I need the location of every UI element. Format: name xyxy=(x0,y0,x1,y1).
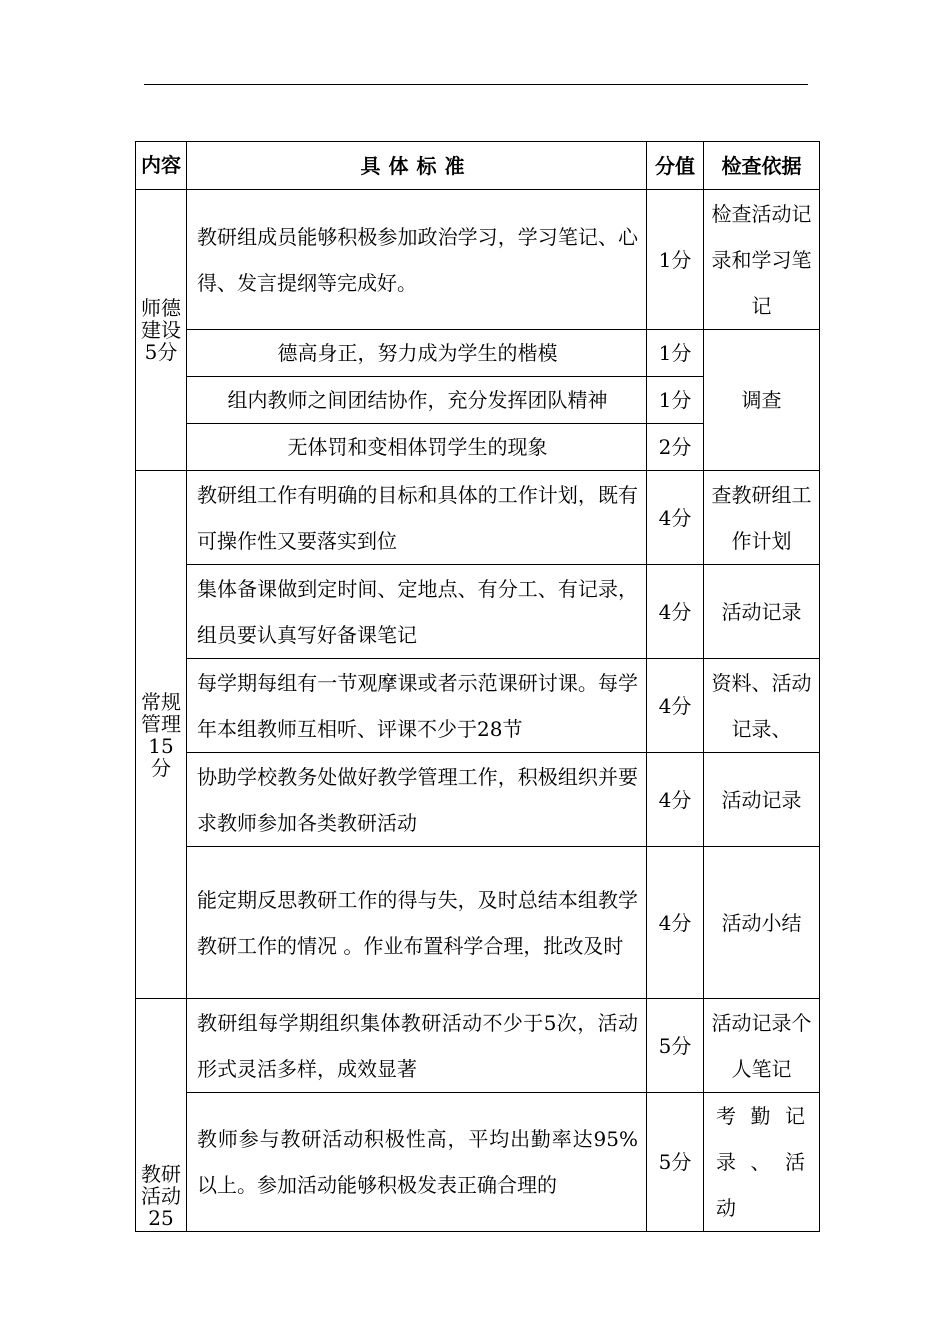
standard-cell: 教研组每学期组织集体教研活动不少于5次，活动形式灵活多样，成效显著 xyxy=(187,999,647,1093)
basis-cell: 活动记录个人笔记 xyxy=(704,999,820,1093)
score-cell: 4分 xyxy=(647,753,704,847)
table-row xyxy=(136,190,820,330)
header-category: 内容 xyxy=(136,142,187,190)
table-row xyxy=(136,471,820,565)
table-row xyxy=(136,1093,820,1232)
score-cell: 1分 xyxy=(647,330,704,377)
basis-cell: 调查 xyxy=(704,330,820,471)
table-row xyxy=(136,847,820,999)
standard-cell: 能定期反思教研工作的得与失，及时总结本组教学教研工作的情况 。作业布置科学合理，批改及时 xyxy=(187,847,647,999)
basis-cell: 资料、活动记录、 xyxy=(704,659,820,753)
basis-cell: 考勤记录、活动 xyxy=(704,1093,820,1232)
header-score: 分值 xyxy=(647,142,704,190)
basis-cell: 查教研组工作计划 xyxy=(704,471,820,565)
header-standard: 具体标准 xyxy=(187,142,647,190)
category-research: 教研活动25 xyxy=(136,999,187,1232)
table-row xyxy=(136,565,820,659)
table-row xyxy=(136,999,820,1093)
standard-cell: 教师参与教研活动积极性高，平均出勤率达95%以上。参加活动能够积极发表正确合理的 xyxy=(187,1093,647,1232)
standard-cell: 集体备课做到定时间、定地点、有分工、有记录，组员要认真写好备课笔记 xyxy=(187,565,647,659)
basis-cell: 活动小结 xyxy=(704,847,820,999)
header-basis: 检查依据 xyxy=(704,142,820,190)
standard-cell: 每学期每组有一节观摩课或者示范课研讨课。每学年本组教师互相听、评课不少于28节 xyxy=(187,659,647,753)
score-cell: 4分 xyxy=(647,471,704,565)
table-row xyxy=(136,330,820,377)
basis-cell: 活动记录 xyxy=(704,565,820,659)
category-ethics: 师德建设5分 xyxy=(136,190,187,471)
basis-cell: 检查活动记录和学习笔记 xyxy=(704,190,820,330)
standard-cell: 组内教师之间团结协作，充分发挥团队精神 xyxy=(187,377,647,424)
score-cell: 5分 xyxy=(647,1093,704,1232)
standard-cell: 协助学校教务处做好教学管理工作，积极组织并要求教师参加各类教研活动 xyxy=(187,753,647,847)
standard-cell: 无体罚和变相体罚学生的现象 xyxy=(187,424,647,471)
table-header-row xyxy=(136,142,820,190)
table-row xyxy=(136,753,820,847)
table-row xyxy=(136,659,820,753)
score-cell: 5分 xyxy=(647,999,704,1093)
score-cell: 4分 xyxy=(647,847,704,999)
standard-cell: 教研组工作有明确的目标和具体的工作计划，既有可操作性又要落实到位 xyxy=(187,471,647,565)
score-cell: 4分 xyxy=(647,659,704,753)
score-cell: 4分 xyxy=(647,565,704,659)
score-cell: 1分 xyxy=(647,190,704,330)
evaluation-table xyxy=(135,141,820,1232)
standard-cell: 教研组成员能够积极参加政治学习，学习笔记、心得、发言提纲等完成好。 xyxy=(187,190,647,330)
category-routine: 常规管理15分 xyxy=(136,471,187,999)
basis-cell: 活动记录 xyxy=(704,753,820,847)
score-cell: 2分 xyxy=(647,424,704,471)
standard-cell: 德高身正，努力成为学生的楷模 xyxy=(187,330,647,377)
score-cell: 1分 xyxy=(647,377,704,424)
header-rule xyxy=(144,84,808,85)
